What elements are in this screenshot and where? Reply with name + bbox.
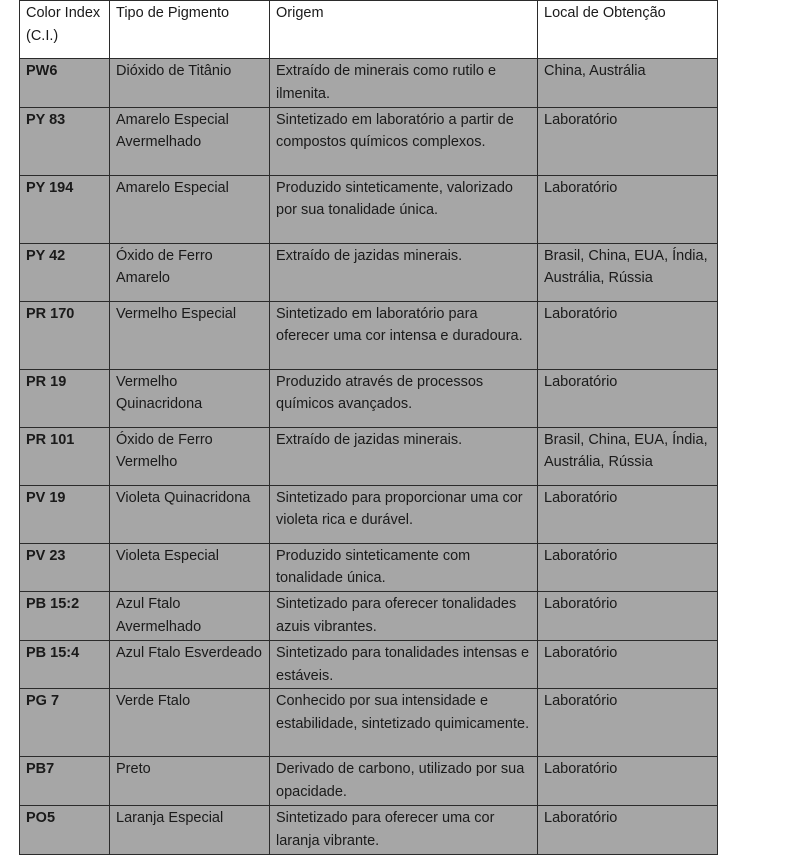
table-row (20, 543, 718, 592)
cell-color-index: PY 42 (20, 243, 110, 301)
cell-origin: Sintetizado em laboratório a partir de compostos químicos complexos. (270, 107, 538, 175)
cell-color-index: PR 170 (20, 301, 110, 369)
table-row (20, 805, 718, 854)
cell-location: Laboratório (538, 640, 718, 689)
cell-origin: Sintetizado para proporcionar uma cor violeta rica e durável. (270, 485, 538, 543)
table-row (20, 59, 718, 108)
cell-origin: Produzido sinteticamente com tonalidade única. (270, 543, 538, 592)
cell-color-index: PR 19 (20, 369, 110, 427)
cell-color-index: PW6 (20, 59, 110, 108)
header-pigment-type: Tipo de Pigmento (110, 1, 270, 59)
table-row (20, 640, 718, 689)
cell-location: Brasil, China, EUA, Índia, Austrália, Rússia (538, 243, 718, 301)
cell-color-index: PY 83 (20, 107, 110, 175)
table-header (20, 1, 718, 59)
cell-color-index: PR 101 (20, 427, 110, 485)
cell-color-index: PG 7 (20, 689, 110, 757)
cell-pigment-type: Vermelho Quinacridona (110, 369, 270, 427)
cell-location: Brasil, China, EUA, Índia, Austrália, Rússia (538, 427, 718, 485)
cell-location: Laboratório (538, 543, 718, 592)
header-row (20, 1, 718, 59)
table-row (20, 301, 718, 369)
cell-location: Laboratório (538, 485, 718, 543)
cell-location: Laboratório (538, 689, 718, 757)
cell-location: Laboratório (538, 757, 718, 806)
header-color-index: Color Index (C.I.) (20, 1, 110, 59)
table-row (20, 107, 718, 175)
cell-location: Laboratório (538, 301, 718, 369)
table-body (20, 59, 718, 855)
cell-color-index: PB7 (20, 757, 110, 806)
cell-location: Laboratório (538, 805, 718, 854)
table-row (20, 757, 718, 806)
header-origin: Origem (270, 1, 538, 59)
cell-color-index: PV 23 (20, 543, 110, 592)
cell-pigment-type: Amarelo Especial (110, 175, 270, 243)
cell-pigment-type: Violeta Quinacridona (110, 485, 270, 543)
cell-origin: Extraído de minerais como rutilo e ilmenita. (270, 59, 538, 108)
cell-location: Laboratório (538, 592, 718, 641)
cell-origin: Sintetizado para oferecer uma cor laranja vibrante. (270, 805, 538, 854)
table-row (20, 175, 718, 243)
cell-pigment-type: Laranja Especial (110, 805, 270, 854)
cell-origin: Sintetizado para oferecer tonalidades azuis vibrantes. (270, 592, 538, 641)
cell-color-index: PB 15:2 (20, 592, 110, 641)
cell-origin: Produzido através de processos químicos avançados. (270, 369, 538, 427)
cell-pigment-type: Verde Ftalo (110, 689, 270, 757)
table-row (20, 689, 718, 757)
header-location: Local de Obtenção (538, 1, 718, 59)
cell-origin: Derivado de carbono, utilizado por sua opacidade. (270, 757, 538, 806)
table-row (20, 485, 718, 543)
cell-pigment-type: Azul Ftalo Avermelhado (110, 592, 270, 641)
cell-pigment-type: Preto (110, 757, 270, 806)
cell-pigment-type: Amarelo Especial Avermelhado (110, 107, 270, 175)
cell-color-index: PB 15:4 (20, 640, 110, 689)
cell-pigment-type: Azul Ftalo Esverdeado (110, 640, 270, 689)
cell-origin: Conhecido por sua intensidade e estabilidade, sintetizado quimicamente. (270, 689, 538, 757)
cell-pigment-type: Óxido de Ferro Amarelo (110, 243, 270, 301)
table-row (20, 592, 718, 641)
cell-pigment-type: Óxido de Ferro Vermelho (110, 427, 270, 485)
pigment-table (19, 0, 718, 855)
cell-origin: Sintetizado em laboratório para oferecer uma cor intensa e duradoura. (270, 301, 538, 369)
cell-origin: Extraído de jazidas minerais. (270, 243, 538, 301)
cell-location: Laboratório (538, 107, 718, 175)
table-row (20, 427, 718, 485)
table-row (20, 243, 718, 301)
cell-pigment-type: Vermelho Especial (110, 301, 270, 369)
cell-pigment-type: Violeta Especial (110, 543, 270, 592)
cell-location: China, Austrália (538, 59, 718, 108)
cell-origin: Extraído de jazidas minerais. (270, 427, 538, 485)
cell-origin: Sintetizado para tonalidades intensas e estáveis. (270, 640, 538, 689)
cell-color-index: PY 194 (20, 175, 110, 243)
table-row (20, 369, 718, 427)
cell-color-index: PO5 (20, 805, 110, 854)
cell-location: Laboratório (538, 369, 718, 427)
cell-origin: Produzido sinteticamente, valorizado por sua tonalidade única. (270, 175, 538, 243)
cell-color-index: PV 19 (20, 485, 110, 543)
cell-pigment-type: Dióxido de Titânio (110, 59, 270, 108)
cell-location: Laboratório (538, 175, 718, 243)
